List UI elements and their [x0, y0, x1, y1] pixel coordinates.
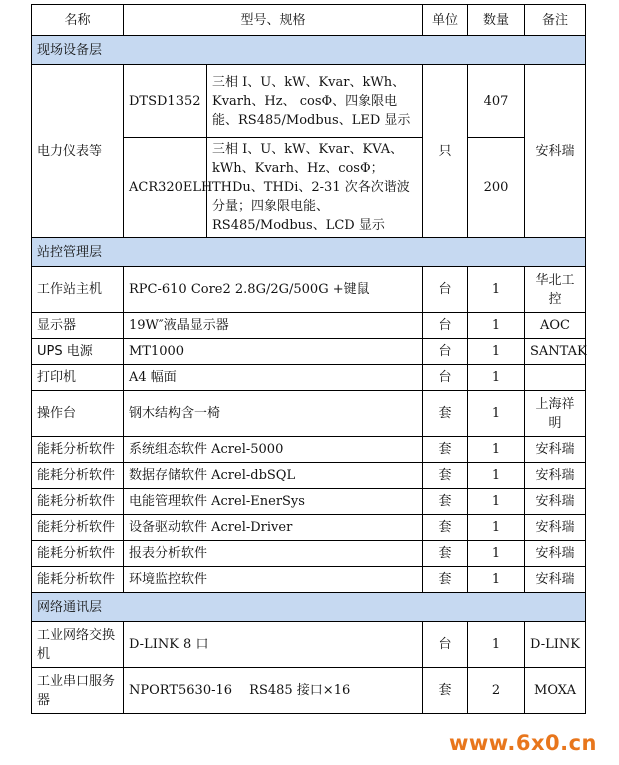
- cell-name: 显示器: [32, 313, 124, 339]
- cell-unit: 套: [423, 391, 468, 437]
- table-row: [32, 463, 586, 489]
- table-row: [32, 515, 586, 541]
- section-row: [32, 36, 586, 65]
- meter-spec-1: 三相 I、U、kW、Kvar、kWh、Kvarh、Hz、 cosΦ、四象限电能、RS485/Modbus、LED 显示: [207, 65, 423, 138]
- table-row: [32, 65, 586, 138]
- table-row: [32, 541, 586, 567]
- cell-name: 打印机: [32, 365, 124, 391]
- cell-name: UPS 电源: [32, 339, 124, 365]
- cell-spec: 系统组态软件 Acrel-5000: [124, 437, 423, 463]
- cell-qty: 1: [468, 541, 525, 567]
- cell-unit: 套: [423, 567, 468, 593]
- cell-spec: 数据存储软件 Acrel-dbSQL: [124, 463, 423, 489]
- cell-qty: 1: [468, 515, 525, 541]
- watermark: www.6x0.cn: [445, 731, 601, 755]
- cell-spec: 钢木结构含一椅: [124, 391, 423, 437]
- cell-name: 工业串口服务器: [32, 668, 124, 714]
- cell-spec: 环境监控软件: [124, 567, 423, 593]
- section-title-station: 站控管理层: [32, 238, 586, 267]
- cell-name: 操作台: [32, 391, 124, 437]
- cell-note: AOC: [525, 313, 586, 339]
- cell-qty: 1: [468, 437, 525, 463]
- cell-spec: RPC-610 Core2 2.8G/2G/500G +键鼠: [124, 267, 423, 313]
- cell-note: 安科瑞: [525, 567, 586, 593]
- cell-qty: 1: [468, 339, 525, 365]
- table-row: [32, 267, 586, 313]
- header-note: 备注: [525, 5, 586, 36]
- cell-unit: 套: [423, 668, 468, 714]
- cell-unit: 套: [423, 437, 468, 463]
- cell-name: 能耗分析软件: [32, 567, 124, 593]
- cell-unit: 台: [423, 339, 468, 365]
- section-title-network: 网络通讯层: [32, 593, 586, 622]
- cell-name: 工业网络交换机: [32, 622, 124, 668]
- cell-qty: 1: [468, 463, 525, 489]
- cell-note: MOXA: [525, 668, 586, 714]
- cell-note: 安科瑞: [525, 463, 586, 489]
- cell-note: D-LINK: [525, 622, 586, 668]
- cell-unit: 台: [423, 267, 468, 313]
- cell-unit: 套: [423, 489, 468, 515]
- header-qty: 数量: [468, 5, 525, 36]
- cell-spec: 报表分析软件: [124, 541, 423, 567]
- cell-name: 能耗分析软件: [32, 541, 124, 567]
- meter-unit: 只: [423, 65, 468, 238]
- meter-qty-1: 407: [468, 65, 525, 138]
- header-unit: 单位: [423, 5, 468, 36]
- meter-qty-2: 200: [468, 138, 525, 238]
- cell-qty: 1: [468, 489, 525, 515]
- table-row: [32, 391, 586, 437]
- table-row: [32, 365, 586, 391]
- cell-note: 华北工控: [525, 267, 586, 313]
- cell-unit: 套: [423, 515, 468, 541]
- cell-spec: A4 幅面: [124, 365, 423, 391]
- cell-name: 能耗分析软件: [32, 463, 124, 489]
- meter-spec-2: 三相 I、U、kW、Kvar、KVA、kWh、Kvarh、Hz、cosΦ；THDu、THDi、2-31 次各次谐波分量；四象限电能、RS485/Modbus、LCD 显示: [207, 138, 423, 238]
- table-row: [32, 339, 586, 365]
- table-header-row: [32, 5, 586, 36]
- meter-note: 安科瑞: [525, 65, 586, 238]
- cell-note: [525, 365, 586, 391]
- cell-note: 上海祥明: [525, 391, 586, 437]
- equipment-table: [31, 4, 586, 714]
- cell-note: 安科瑞: [525, 489, 586, 515]
- cell-spec: 19W″液晶显示器: [124, 313, 423, 339]
- cell-spec: 设备驱动软件 Acrel-Driver: [124, 515, 423, 541]
- cell-note: 安科瑞: [525, 515, 586, 541]
- cell-qty: 1: [468, 391, 525, 437]
- table-row: [32, 668, 586, 714]
- header-model: 型号、规格: [124, 5, 423, 36]
- cell-unit: 台: [423, 622, 468, 668]
- cell-unit: 套: [423, 541, 468, 567]
- section-row: [32, 593, 586, 622]
- cell-qty: 2: [468, 668, 525, 714]
- cell-spec: 电能管理软件 Acrel-EnerSys: [124, 489, 423, 515]
- cell-note: SANTAK: [525, 339, 586, 365]
- cell-name: 能耗分析软件: [32, 437, 124, 463]
- table-row: [32, 567, 586, 593]
- cell-name: 工作站主机: [32, 267, 124, 313]
- header-name: 名称: [32, 5, 124, 36]
- cell-spec: MT1000: [124, 339, 423, 365]
- cell-name: 能耗分析软件: [32, 515, 124, 541]
- section-title-field: 现场设备层: [32, 36, 586, 65]
- table-row: [32, 622, 586, 668]
- cell-qty: 1: [468, 365, 525, 391]
- cell-qty: 1: [468, 267, 525, 313]
- cell-qty: 1: [468, 313, 525, 339]
- cell-spec: NPORT5630-16 RS485 接口×16: [124, 668, 423, 714]
- meter-model-1: DTSD1352: [124, 65, 207, 138]
- cell-name: 能耗分析软件: [32, 489, 124, 515]
- cell-qty: 1: [468, 622, 525, 668]
- table-row: [32, 437, 586, 463]
- table-row: [32, 313, 586, 339]
- table-row: [32, 489, 586, 515]
- cell-spec: D-LINK 8 口: [124, 622, 423, 668]
- cell-unit: 套: [423, 463, 468, 489]
- meter-model-2: ACR320ELH: [124, 138, 207, 238]
- cell-unit: 台: [423, 313, 468, 339]
- cell-unit: 台: [423, 365, 468, 391]
- cell-note: 安科瑞: [525, 541, 586, 567]
- section-row: [32, 238, 586, 267]
- meter-name: 电力仪表等: [32, 65, 124, 238]
- cell-qty: 1: [468, 567, 525, 593]
- cell-note: 安科瑞: [525, 437, 586, 463]
